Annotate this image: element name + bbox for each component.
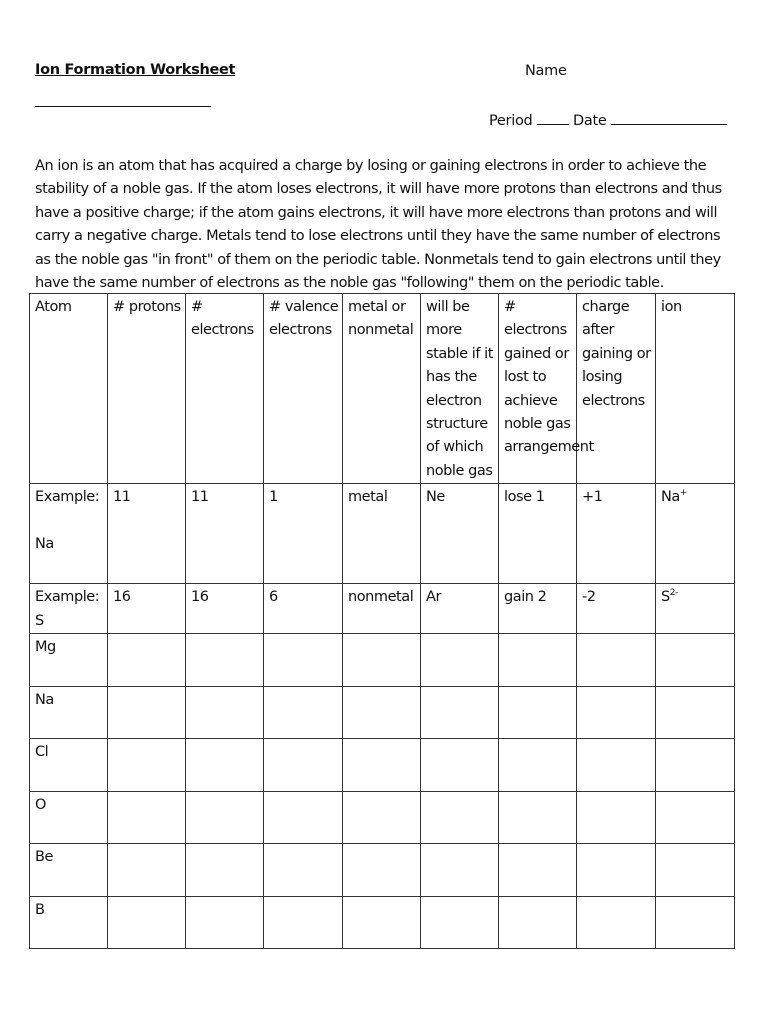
cell-valence: 1: [264, 484, 343, 584]
ion-charge-superscript: +: [679, 488, 687, 499]
answer-cell[interactable]: [264, 686, 343, 739]
answer-cell[interactable]: [343, 686, 421, 739]
cell-atom: Cl: [30, 739, 108, 792]
answer-cell[interactable]: [264, 634, 343, 687]
answer-cell[interactable]: [264, 739, 343, 792]
answer-cell[interactable]: [186, 844, 264, 897]
table-row-mg: [30, 634, 735, 687]
answer-cell[interactable]: [186, 686, 264, 739]
answer-cell[interactable]: [656, 791, 735, 844]
answer-cell[interactable]: [499, 739, 577, 792]
answer-cell[interactable]: [421, 896, 499, 949]
answer-cell[interactable]: [499, 634, 577, 687]
ion-formation-table: [29, 293, 735, 949]
cell-atom: Na: [30, 686, 108, 739]
answer-cell[interactable]: [264, 844, 343, 897]
cell-atom-symbol: Na: [35, 536, 54, 553]
table-row-example-na: [30, 484, 735, 584]
answer-cell[interactable]: [264, 896, 343, 949]
answer-cell[interactable]: [499, 791, 577, 844]
answer-cell[interactable]: [421, 686, 499, 739]
answer-cell[interactable]: [186, 739, 264, 792]
answer-cell[interactable]: [421, 739, 499, 792]
cell-charge: +1: [577, 484, 656, 584]
cell-noble-gas: Ar: [421, 584, 499, 634]
answer-cell[interactable]: [656, 844, 735, 897]
answer-cell[interactable]: [656, 896, 735, 949]
answer-cell[interactable]: [499, 896, 577, 949]
name-blank-line: [35, 106, 211, 107]
cell-atom: Be: [30, 844, 108, 897]
ion-symbol: Na: [661, 489, 680, 506]
cell-gained-lost: gain 2: [499, 584, 577, 634]
header-metal-nonmetal: metal or nonmetal: [343, 294, 421, 484]
intro-paragraph: An ion is an atom that has acquired a charge by losing or gaining electrons in order to achieve the stability of a noble gas. If the atom loses electrons, it will have more protons than electrons and thus have a positive charge; if the atom gains electrons, it will have more electrons than protons and will carry a negative charge. Metals tend to lose electrons until they have the same number of electrons as the noble gas "in front" of them on the periodic table. Nonmetals tend to gain electrons until they have the same number of electrons as the noble gas "following" them on the periodic table.: [35, 158, 722, 292]
answer-cell[interactable]: [186, 791, 264, 844]
table-row-cl: [30, 739, 735, 792]
cell-ion: [656, 484, 735, 584]
answer-cell[interactable]: [108, 634, 186, 687]
answer-cell[interactable]: [264, 791, 343, 844]
cell-atom: O: [30, 791, 108, 844]
answer-cell[interactable]: [186, 896, 264, 949]
answer-cell[interactable]: [656, 686, 735, 739]
cell-metal: metal: [343, 484, 421, 584]
header-noble-gas: will be more stable if it has the electron structure of which noble gas: [421, 294, 499, 484]
answer-cell[interactable]: [656, 634, 735, 687]
date-label: Date: [573, 113, 607, 129]
answer-cell[interactable]: [343, 739, 421, 792]
table-row-example-s: [30, 584, 735, 634]
cell-electrons: 11: [186, 484, 264, 584]
answer-cell[interactable]: [499, 686, 577, 739]
name-label: Name: [525, 63, 567, 79]
cell-electrons: 16: [186, 584, 264, 634]
answer-cell[interactable]: [577, 844, 656, 897]
header-valence-electrons: # valence electrons: [264, 294, 343, 484]
table-row-na: [30, 686, 735, 739]
ion-charge-superscript: 2-: [669, 588, 678, 599]
cell-atom: [30, 484, 108, 584]
answer-cell[interactable]: [343, 844, 421, 897]
cell-atom: Example: S: [30, 584, 108, 634]
answer-cell[interactable]: [343, 634, 421, 687]
answer-cell[interactable]: [499, 844, 577, 897]
cell-metal: nonmetal: [343, 584, 421, 634]
answer-cell[interactable]: [421, 791, 499, 844]
cell-charge: -2: [577, 584, 656, 634]
answer-cell[interactable]: [108, 739, 186, 792]
answer-cell[interactable]: [421, 634, 499, 687]
answer-cell[interactable]: [343, 896, 421, 949]
cell-atom-label: Example:: [35, 489, 100, 506]
cell-protons: 11: [108, 484, 186, 584]
header-charge: charge after gaining or losing electrons: [577, 294, 656, 484]
answer-cell[interactable]: [577, 791, 656, 844]
cell-ion: [656, 584, 735, 634]
cell-valence: 6: [264, 584, 343, 634]
answer-cell[interactable]: [108, 791, 186, 844]
table-row-b: [30, 896, 735, 949]
answer-cell[interactable]: [577, 634, 656, 687]
cell-gained-lost: lose 1: [499, 484, 577, 584]
table-header-row: [30, 294, 735, 484]
cell-atom: B: [30, 896, 108, 949]
header-gained-lost: # electrons gained or lost to achieve noble gas arrangement: [499, 294, 577, 484]
answer-cell[interactable]: [108, 686, 186, 739]
header-electrons: # electrons: [186, 294, 264, 484]
date-blank: [611, 110, 727, 125]
answer-cell[interactable]: [343, 791, 421, 844]
ion-symbol: S: [661, 589, 670, 606]
answer-cell[interactable]: [186, 634, 264, 687]
cell-noble-gas: Ne: [421, 484, 499, 584]
answer-cell[interactable]: [108, 896, 186, 949]
period-blank: [537, 110, 569, 125]
answer-cell[interactable]: [577, 896, 656, 949]
header-ion: ion: [656, 294, 735, 484]
worksheet-title: Ion Formation Worksheet: [35, 62, 236, 78]
cell-protons: 16: [108, 584, 186, 634]
period-label: Period: [489, 113, 533, 129]
table-row-be: [30, 844, 735, 897]
answer-cell[interactable]: [108, 844, 186, 897]
answer-cell[interactable]: [577, 686, 656, 739]
answer-cell[interactable]: [577, 739, 656, 792]
header-atom: Atom: [30, 294, 108, 484]
table-row-o: [30, 791, 735, 844]
header-protons: # protons: [108, 294, 186, 484]
answer-cell[interactable]: [656, 739, 735, 792]
cell-atom: Mg: [30, 634, 108, 687]
period-date-row: [489, 110, 727, 129]
answer-cell[interactable]: [421, 844, 499, 897]
